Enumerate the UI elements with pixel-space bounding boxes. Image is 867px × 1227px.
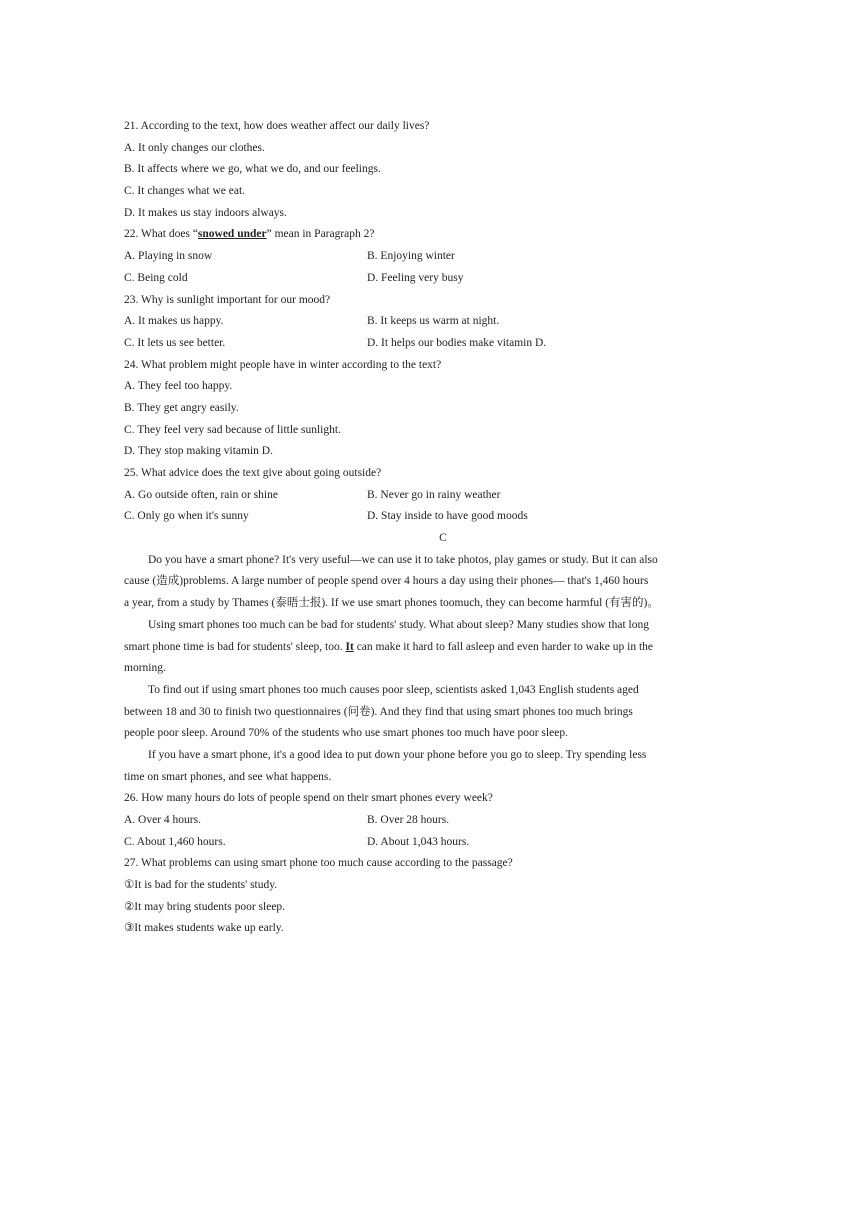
q22-options-row-1 <box>124 246 714 268</box>
passage-p3-line-3: people poor sleep. Around 70% of the students who use smart phones too much have poor sleep. <box>124 727 568 740</box>
q21-option-d: D. It makes us stay indoors always. <box>124 206 287 219</box>
q22-underlined-term: snowed under <box>197 228 267 241</box>
q25-option-d: D. Stay inside to have good moods <box>367 510 528 523</box>
q27-item-2: ②It may bring students poor sleep. <box>124 900 286 913</box>
q27-item-1: ①It is bad for the students' study. <box>124 879 278 892</box>
q21-option-a: A. It only changes our clothes. <box>124 141 265 154</box>
passage-p2-line-2 <box>124 637 714 659</box>
question-23-stem: 23. Why is sunlight important for our mood? <box>124 293 331 306</box>
passage-p4-line-1: If you have a smart phone, it's a good idea to put down your phone before you go to sleep. Try spending less <box>148 748 647 761</box>
q22-stem-before: 22. What does “ <box>124 228 198 241</box>
question-27-stem: 27. What problems can using smart phone too much cause according to the passage? <box>124 857 513 870</box>
passage-p3-line-1: To find out if using smart phones too much causes poor sleep, scientists asked 1,043 English students aged <box>148 683 639 696</box>
q25-option-a: A. Go outside often, rain or shine <box>124 488 278 501</box>
q22-stem-after: ” mean in Paragraph 2? <box>266 228 375 241</box>
q27-item-3: ③It makes students wake up early. <box>124 922 284 935</box>
question-21-stem: 21. According to the text, how does weather affect our daily lives? <box>124 120 430 132</box>
q23-options-row-1 <box>124 311 714 333</box>
q25-option-b: B. Never go in rainy weather <box>367 488 501 501</box>
passage-p3-line-2: between 18 and 30 to finish two questionnaires (问卷). And they find that using smart phones too much brings <box>124 705 633 718</box>
exam-content <box>124 116 714 940</box>
q23-option-c: C. It lets us see better. <box>124 336 226 349</box>
p2-underlined-it: It <box>345 640 354 653</box>
question-26-stem: 26. How many hours do lots of people spend on their smart phones every week? <box>124 792 493 805</box>
q26-option-a: A. Over 4 hours. <box>124 814 201 826</box>
q23-options-row-2 <box>124 333 714 355</box>
q26-option-d: D. About 1,043 hours. <box>367 835 470 848</box>
passage-p1-line-2: cause (造成)problems. A large number of people spend over 4 hours a day using their phones— that's 1,460 hours <box>124 575 649 588</box>
question-25-stem: 25. What advice does the text give about going outside? <box>124 467 382 479</box>
q23-option-b: B. It keeps us warm at night. <box>367 315 500 328</box>
q22-option-b: B. Enjoying winter <box>367 250 455 263</box>
q23-option-a: A. It makes us happy. <box>124 315 224 328</box>
q24-option-c: C. They feel very sad because of little sunlight. <box>124 423 341 436</box>
p2-line2-after: can make it hard to fall asleep and even harder to wake up in the <box>353 640 654 653</box>
q22-options-row-2 <box>124 268 714 290</box>
q22-option-a: A. Playing in snow <box>124 250 213 263</box>
q21-option-c: C. It changes what we eat. <box>124 185 246 198</box>
passage-p4-line-2: time on smart phones, and see what happens. <box>124 770 332 783</box>
q24-option-d: D. They stop making vitamin D. <box>124 445 273 458</box>
q26-option-c: C. About 1,460 hours. <box>124 835 226 848</box>
passage-p1-line-1: Do you have a smart phone? It's very useful—we can use it to take photos, play games or study. But it can also <box>148 553 658 566</box>
question-22-stem <box>124 224 714 246</box>
q22-option-c: C. Being cold <box>124 271 188 284</box>
q25-option-c: C. Only go when it's sunny <box>124 510 249 523</box>
q26-option-b: B. Over 28 hours. <box>367 814 450 826</box>
q24-option-b: B. They get angry easily. <box>124 401 239 414</box>
section-label: C <box>439 532 447 545</box>
q26-options-row-2 <box>124 832 714 854</box>
question-24-stem: 24. What problem might people have in winter according to the text? <box>124 358 442 371</box>
q23-option-d: D. It helps our bodies make vitamin D. <box>367 336 547 349</box>
q24-option-a: A. They feel too happy. <box>124 380 233 393</box>
q22-option-d: D. Feeling very busy <box>367 271 464 284</box>
passage-p2-line-3: morning. <box>124 662 166 675</box>
passage <box>124 550 714 789</box>
q25-options-row-2 <box>124 506 714 528</box>
q26-options-row-1 <box>124 810 714 832</box>
passage-p2-line-1: Using smart phones too much can be bad for students' study. What about sleep? Many studies show that long <box>148 618 649 631</box>
passage-p1-line-3: a year, from a study by Thames (泰晤士报). If we use smart phones toomuch, they can become harmful (有害的)。 <box>124 597 659 610</box>
q21-option-b: B. It affects where we go, what we do, and our feelings. <box>124 163 381 176</box>
q25-options-row-1 <box>124 485 714 507</box>
p2-line2-before: smart phone time is bad for students' sleep, too. <box>124 640 346 653</box>
